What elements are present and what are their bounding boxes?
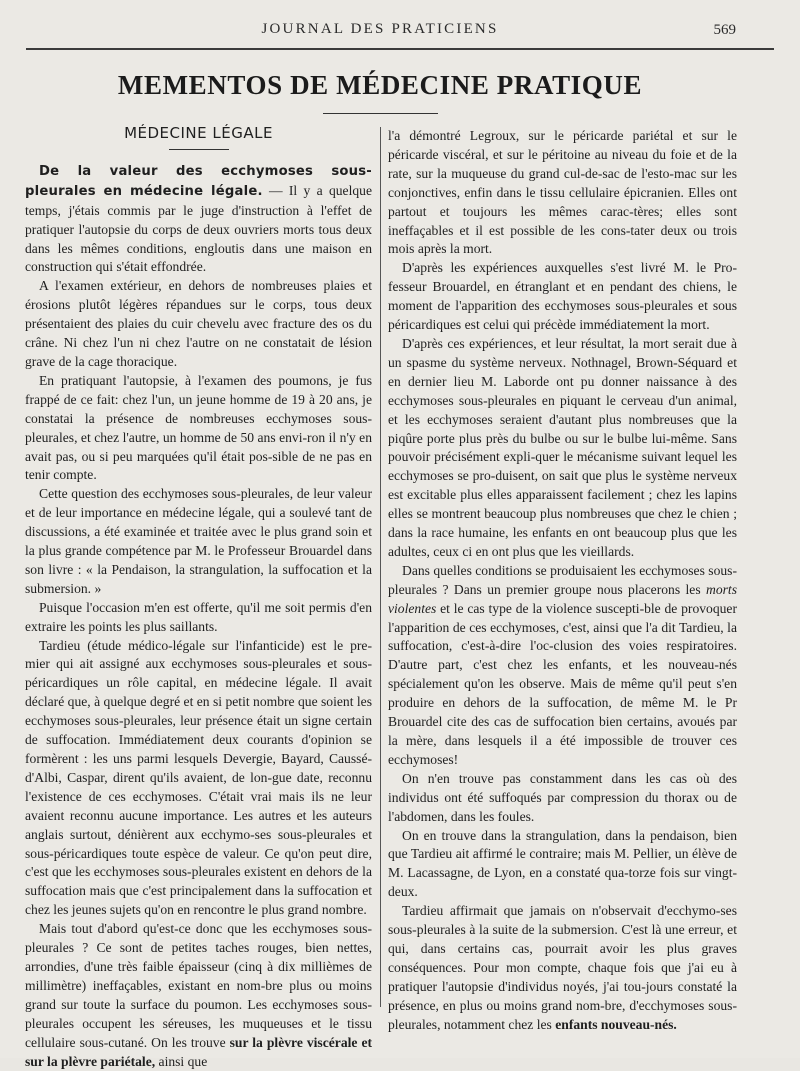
paragraph: En pratiquant l'autopsie, à l'examen des poumons, je fus frappé de ce fait: chez l'un, un jeune homme de 19 à 20 ans, je constatai la présence de nombreuses ecchymoses sous-pleurales, et chez l'autre, un homme de 50 ans envi-ron il n'y en avait pas, ou si peu marquées qu'il était pos-sible de ne pas en tenir compte. — [25, 372, 372, 483]
section-rule — [169, 149, 229, 150]
paragraph-text: Tardieu affirmait que jamais on n'observait d'ecchymo-ses sous-pleurales à la suite de la submersion. C'est là une erreur, et qui, dans certains cas, pourrait avoir les plus graves conséquences. Pour mon compte, chaque fois que j'ai eu à pratiquer l'autopsie d'individus noyés, j'ai tou-jours constaté la présence, en plus ou moins grand nom-bre, d'ecchymoses sous-pleurales, notamment chez les — [388, 903, 737, 1032]
article-lead-title: De la valeur des ecchymoses sous-pleurales en médecine légale. — [25, 163, 372, 199]
page-number: 569 — [713, 22, 736, 38]
paragraph: On en trouve dans la strangulation, dans la pendaison, bien que Tardieu ait affirmé le contraire; mais M. Pellier, un élève de M. Lacassagne, de Lyon, en a constaté qua-torze fois sur vingt-deux. — [388, 827, 737, 900]
paragraph — [388, 562, 737, 770]
journal-title: JOURNAL DES PRATICIENS — [261, 21, 499, 37]
italic-term: morts violentes — [388, 581, 737, 616]
title-rule — [323, 113, 438, 114]
right-column — [388, 127, 737, 1035]
column-divider — [380, 127, 381, 1007]
article-lead-paragraph — [25, 162, 372, 277]
paragraph: On n'en trouve pas constamment dans les cas où des individus ont été suffoqués par compression du thorax ou de l'abdomen, dans les foules. — [388, 770, 737, 824]
paragraph: Tardieu (étude médico-légale sur l'infanticide) est le pre-mier qui ait assigné aux ecchymoses sous-pleurales et sous-péricardiques un rôle capital, en médecine légale. Il avait déclaré que, à quelque degré et en si petit nombre que soient les ecchymoses sous-pleurales, leur présence était un signe certain de suffocation. Immédiatement deux courants d'opinion se formèrent : les uns parmi lesquels Devergie, Bayard, Caussé-d'Albi, Caspar, dirent qu'ils avaient, de lon-gue date, reconnu l'existence de ces ecchymoses. C'était vrai mais ils ne leur avaient reconnu aucune importance. Les autres et les auteurs anglais surtout, dénièrent aux ecchymo-ses sous-pleurales et sous-péricardiques toute espèce de valeur. Ce qu'on peut dire, c'est que les ecchymoses sous-pleurales existent en dehors de la suffocation mais que c'est principalement dans la suffocation et chez les jeunes sujets qu'on en rencontre le plus grand nombre. — [25, 637, 372, 918]
left-column — [25, 120, 372, 1071]
article-lead-text: — Il y a quelque temps, j'étais commis par le juge d'instruction à l'effet de pratiquer l'autopsie du corps de deux ouvriers morts tous deux dans les mêmes conditions, engloutis dans une maison en construction qui s'était effondrée. — [25, 182, 372, 275]
paragraph: A l'examen extérieur, en dehors de nombreuses plaies et érosions plutôt légères répandues sur le corps, tous deux présentaient des plaies du cuir chevelu avec fracture des os du crâne. Ni chez l'un ni chez l'autre on ne constatait de lésion grave de la cage thoracique. — [25, 278, 372, 369]
paragraph — [388, 902, 737, 1034]
paragraph: D'après les expériences auxquelles s'est livré M. le Pro-fesseur Brouardel, en étranglant et en pendant des chiens, le moment de l'apparition des ecchymoses sous-pleurales et sous péricardiques est celui qui précède immédiatement la mort. — [388, 260, 737, 333]
section-heading: MÉDECINE LÉGALE — [124, 124, 273, 142]
header-rule — [26, 48, 774, 50]
paragraph-text: Mais tout d'abord qu'est-ce donc que les ecchymoses sous-pleurales ? Ce sont de petites taches rouges, bien nettes, arrondies, d'une très faible épaisseur (cinq à dix millièmes de millimètre) ineffaçables, existant en nom-bre plus ou moins grand sur toute la surface du poumon. Les ecchymoses sous-pleurales occupent les séreuses, les muqueuses et le tissu cellulaire sous-cutané. On les trouve — [25, 921, 372, 1050]
paragraph-text: et le cas type de la violence suscepti-ble de provoquer l'apparition de ces ecchymoses, c'est, ainsi que l'a dit Tardieu, la suffocation, c'est-à-dire l'oc-clusion des voies respiratoires. D'autre part, c'est chez les enfants, et les nouveau-nés spécialement qu'on les observe. Mais de même qu'il peut s'en produire en dehors de la suffocation, de même M. le Pr Brouardel cite des cas de suffocation bien certains, avoués par la mère, dans lesquels il a été impossible de trouver ces ecchymoses! — [388, 600, 737, 767]
paragraph-text: Dans quelles conditions se produisaient les ecchymoses sous-pleurales ? Dans un premier groupe nous placerons les — [388, 562, 737, 597]
emphasis-text: sur la plèvre viscérale et sur la plèvre pariétale, — [25, 1034, 373, 1069]
emphasis-text: enfants nouveau-nés. — [551, 1016, 677, 1032]
paragraph: Puisque l'occasion m'en est offerte, qu'il me soit permis d'en extraire les points les plus saillants. — [25, 599, 372, 634]
paragraph-continued — [25, 920, 372, 1071]
page-title: MEMENTOS DE MÉDECINE PRATIQUE — [117, 70, 643, 100]
paragraph: Cette question des ecchymoses sous-pleurales, de leur valeur et de leur importance en médecine légale, qui a soulevé tant de discussions, a été examinée et traitée avec le plus grand soin et la plus grande compétence par M. le Professeur Brouardel dans son livre : « la Pendaison, la strangulation, la suffocation et la submersion. » — [25, 486, 372, 596]
paragraph-tail: ainsi que — [155, 1053, 208, 1069]
paragraph: D'après ces expériences, et leur résultat, la mort serait due à un spasme du système nerveux. Nothnagel, Brown-Séquard et en dernier lieu M. Laborde ont pu donner naissance à des ecchymoses sous-pleurales en piquant le cerveau d'un animal, et les ecchymoses seraient d'autant plus nombreuses que la piqûre porte plus près du bulbe ou sur le bulbe lui-même. Sans pouvoir précisément expli-quer le mécanisme suivant lequel les ecchymoses se pro-duisent, on sait que plus le système nerveux est excitable plus elles apparaissent facilement ; chez les lapins elles se montrent beaucoup plus nombreuses que chez le chien ; dans la race humaine, les enfants en ont beaucoup plus que les adultes, ceux ci en ont plus que les vieillards. — [388, 335, 737, 559]
paragraph-continuation: l'a démontré Legroux, sur le péricarde pariétal et sur le péricarde viscéral, et sur le péritoine au niveau du foie et de la rate, sur la muqueuse du grand cul-de-sac de l'esto-mac sur les conjonctives, enfin dans le tissu cellulaire épicranien. Elles ont partout et toujours les mêmes carac-tères; elles sont ineffaçables et il est possible de les cons-tater deux ou trois mois après la mort. — [388, 128, 737, 257]
running-head — [0, 21, 800, 41]
